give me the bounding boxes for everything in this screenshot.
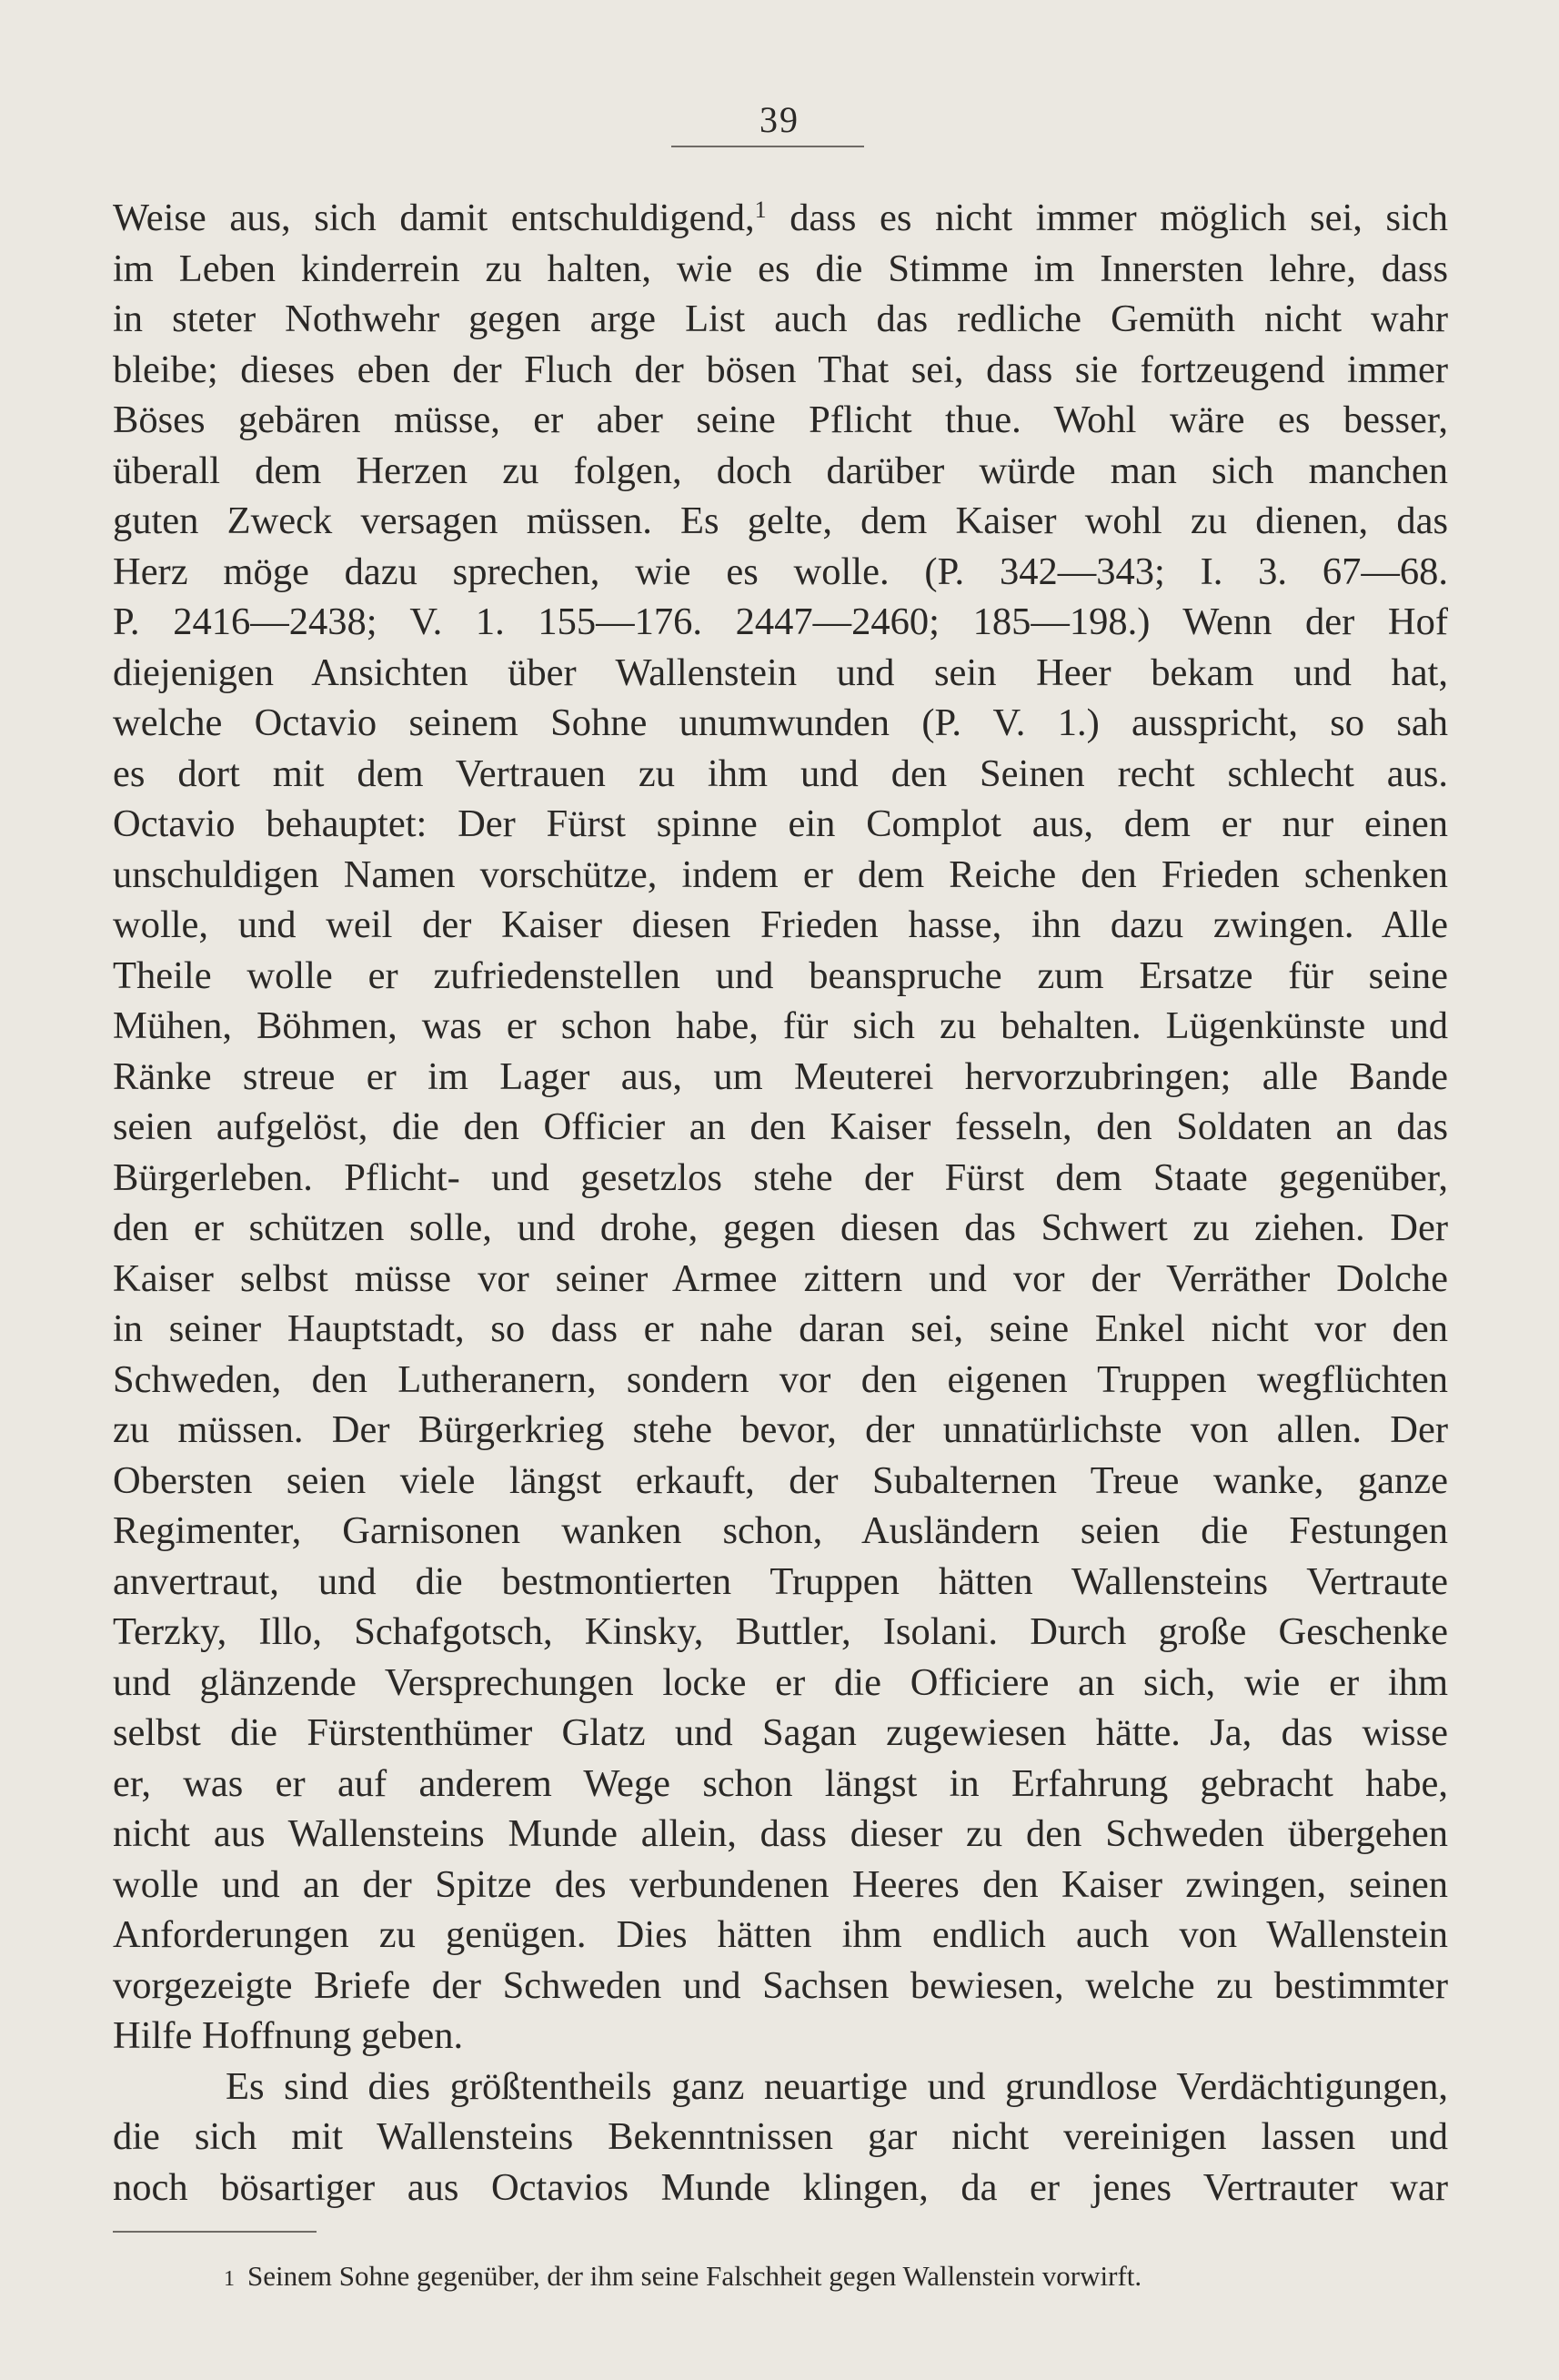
text-line: seien aufgelöst, die den Officier an den Kaiser fesseln, den Soldaten an das: [113, 1105, 1448, 1148]
text-line: die sich mit Wallensteins Bekenntnissen gar nicht vereinigen lassen und: [113, 2115, 1448, 2158]
text-line: Obersten seien viele längst erkauft, der Subalternen Treue wanke, ganze: [113, 1458, 1448, 1502]
text-line: welche Octavio seinem Sohne unumwunden (P. V. 1.) ausspricht, so sah: [113, 701, 1448, 744]
text-line: Theile wolle er zufriedenstellen und beanspruche zum Ersatze für seine: [113, 953, 1448, 997]
text-line: und glänzende Versprechungen locke er die Officiere an sich, wie er ihm: [113, 1660, 1448, 1704]
text-line: Schweden, den Lutheranern, sondern vor den eigenen Truppen wegflüchten: [113, 1357, 1448, 1401]
text-line: Kaiser selbst müsse vor seiner Armee zittern und vor der Verräther Dolche: [113, 1256, 1448, 1300]
text-line: Terzky, Illo, Schafgotsch, Kinsky, Buttler, Isolani. Durch große Geschenke: [113, 1610, 1448, 1653]
text-line: [113, 193, 1448, 244]
footnote-text: Seinem Sohne gegenüber, der ihm seine Falschheit gegen Wallenstein vorwirft.: [247, 2260, 1142, 2292]
text-line: im Leben kinderrein zu halten, wie es die Stimme im Innersten lehre, dass: [113, 247, 1448, 290]
text-line: unschuldigen Namen vorschütze, indem er dem Reiche den Frieden schenken: [113, 852, 1448, 896]
text-line-start: Weise aus, sich damit entschuldigend,: [113, 197, 755, 239]
page-number: 39: [759, 99, 800, 140]
text-line: Ränke streue er im Lager aus, um Meuterei hervorzubringen; alle Bande: [113, 1054, 1448, 1098]
text-line: in steter Nothwehr gegen arge List auch das redliche Gemüth nicht wahr: [113, 298, 1448, 340]
text-line: wolle, und weil der Kaiser diesen Frieden hasse, ihn dazu zwingen. Alle: [113, 903, 1448, 946]
header-rule: [671, 146, 864, 147]
text-line: Bürgerleben. Pflicht- und gesetzlos stehe der Fürst dem Staate gegenüber,: [113, 1155, 1448, 1199]
text-line: er, was er auf anderem Wege schon längst in Erfahrung gebracht habe,: [113, 1761, 1448, 1805]
text-line: anvertraut, und die bestmontierten Truppen hätten Wallensteins Vertraute: [113, 1559, 1448, 1603]
text-line: nicht aus Wallensteins Munde allein, dass dieser zu den Schweden übergehen: [113, 1812, 1448, 1855]
text-line: Mühen, Böhmen, was er schon habe, für sich zu behalten. Lügenkünste und: [113, 1004, 1448, 1047]
text-line: selbst die Fürstenthümer Glatz und Sagan zugewiesen hätte. Ja, das wisse: [113, 1711, 1448, 1754]
text-line: Herz möge dazu sprechen, wie es wolle. (P. 342—343; I. 3. 67—68.: [113, 550, 1448, 593]
footnote-marker: 1: [224, 2267, 235, 2291]
text-line: P. 2416—2438; V. 1. 155—176. 2447—2460; 185—198.) Wenn der Hof: [113, 600, 1448, 643]
body-text: [113, 193, 1448, 2213]
footnote: [224, 2258, 1388, 2297]
paragraph-end-line: Hilfe Hoffnung geben.: [113, 2014, 464, 2057]
text-line: bleibe; dieses eben der Fluch der bösen That sei, dass sie fortzeugend immer: [113, 348, 1448, 391]
footnote-reference: 1: [754, 197, 767, 223]
text-line-rest: dass es nicht immer möglich sei, sich: [790, 197, 1448, 239]
text-line: diejenigen Ansichten über Wallenstein und sein Heer bekam und hat,: [113, 650, 1448, 694]
paragraph-start-line: Es sind dies größtentheils ganz neuartige und grundlose Verdächtigungen,: [226, 2064, 1448, 2108]
text-line: noch bösartiger aus Octavios Munde klingen, da er jenes Vertrauter war: [113, 2165, 1448, 2209]
text-line: Regimenter, Garnisonen wanken schon, Ausländern seien die Festungen: [113, 1509, 1448, 1552]
footnote-rule: [113, 2231, 317, 2233]
text-line: Böses gebären müsse, er aber seine Pflicht thue. Wohl wäre es besser,: [113, 398, 1448, 441]
text-line: den er schützen solle, und drohe, gegen diesen das Schwert zu ziehen. Der: [113, 1206, 1448, 1249]
text-line: überall dem Herzen zu folgen, doch darüber würde man sich manchen: [113, 449, 1448, 492]
text-line: Octavio behauptet: Der Fürst spinne ein Complot aus, dem er nur einen: [113, 802, 1448, 845]
text-line: vorgezeigte Briefe der Schweden und Sachsen bewiesen, welche zu bestimmter: [113, 1963, 1448, 2007]
text-line: wolle und an der Spitze des verbundenen Heeres den Kaiser zwingen, seinen: [113, 1862, 1448, 1906]
text-line: zu müssen. Der Bürgerkrieg stehe bevor, der unnatürlichste von allen. Der: [113, 1408, 1448, 1451]
text-line: Anforderungen zu genügen. Dies hätten ihm endlich auch von Wallenstein: [113, 1913, 1448, 1956]
text-line: in seiner Hauptstadt, so dass er nahe daran sei, seine Enkel nicht vor den: [113, 1307, 1448, 1350]
text-line: es dort mit dem Vertrauen zu ihm und den Seinen recht schlecht aus.: [113, 751, 1448, 795]
text-line: guten Zweck versagen müssen. Es gelte, dem Kaiser wohl zu dienen, das: [113, 499, 1448, 542]
